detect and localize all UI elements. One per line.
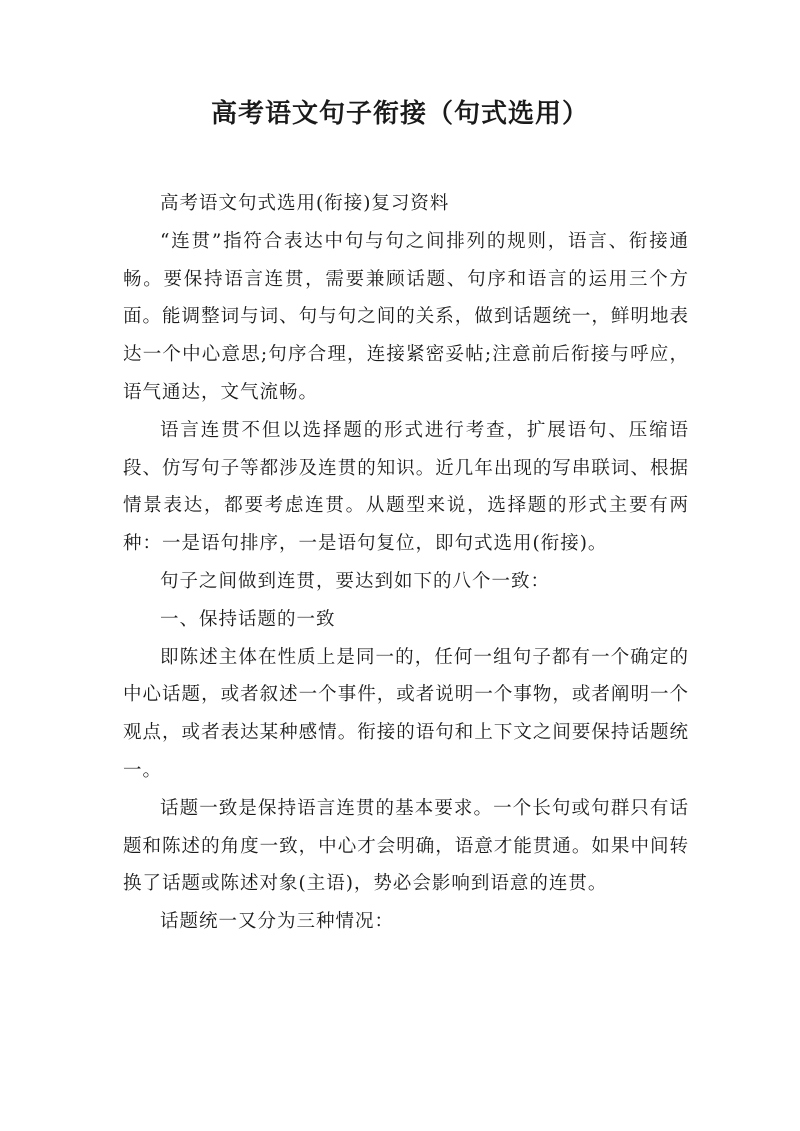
paragraph-subject-unity: 即陈述主体在性质上是同一的，任何一组句子都有一个确定的中心话题，或者叙述一个事件，或者说明一个事物，或者阐明一个观点，或者表达某种感情。衔接的语句和上下文之间要保持话题统一。 <box>123 646 689 781</box>
document-body <box>123 185 689 941</box>
paragraph-question-types: 语言连贯不但以选择题的形式进行考查，扩展语句、压缩语段、仿写句子等都涉及连贯的知识。近几年出现的写串联词、根据情景表达，都要考虑连贯。从题型来说，选择题的形式主要有两种：一是语句排序，一是语句复位，即句式选用(衔接)。 <box>123 419 689 555</box>
paragraph-eight-consistencies: 句子之间做到连贯，要达到如下的八个一致： <box>160 570 551 592</box>
section-heading-topic-consistency: 一、保持话题的一致 <box>160 608 336 630</box>
paragraph-coherence-definition: “连贯”指符合表达中句与句之间排列的规则，语言、衔接通畅。要保持语言连贯，需要兼顾话题、句序和语言的运用三个方面。能调整词与词、句与句之间的关系，做到话题统一，鲜明地表达一个中心意思;句序合理，连接紧密妥帖;注意前后衔接与呼应，语气通达，文气流畅。 <box>123 230 689 403</box>
document-title: 高考语文句子衔接（句式选用） <box>210 99 589 129</box>
paragraph-three-cases: 话题统一又分为三种情况： <box>160 911 395 933</box>
paragraph-subtitle: 高考语文句式选用(衔接)复习资料 <box>160 193 450 214</box>
paragraph-topic-basic-requirement: 话题一致是保持语言连贯的基本要求。一个长句或句群只有话题和陈述的角度一致，中心才会明确，语意才能贯通。如果中间转换了话题或陈述对象(主语)，势必会影响到语意的连贯。 <box>123 797 689 895</box>
